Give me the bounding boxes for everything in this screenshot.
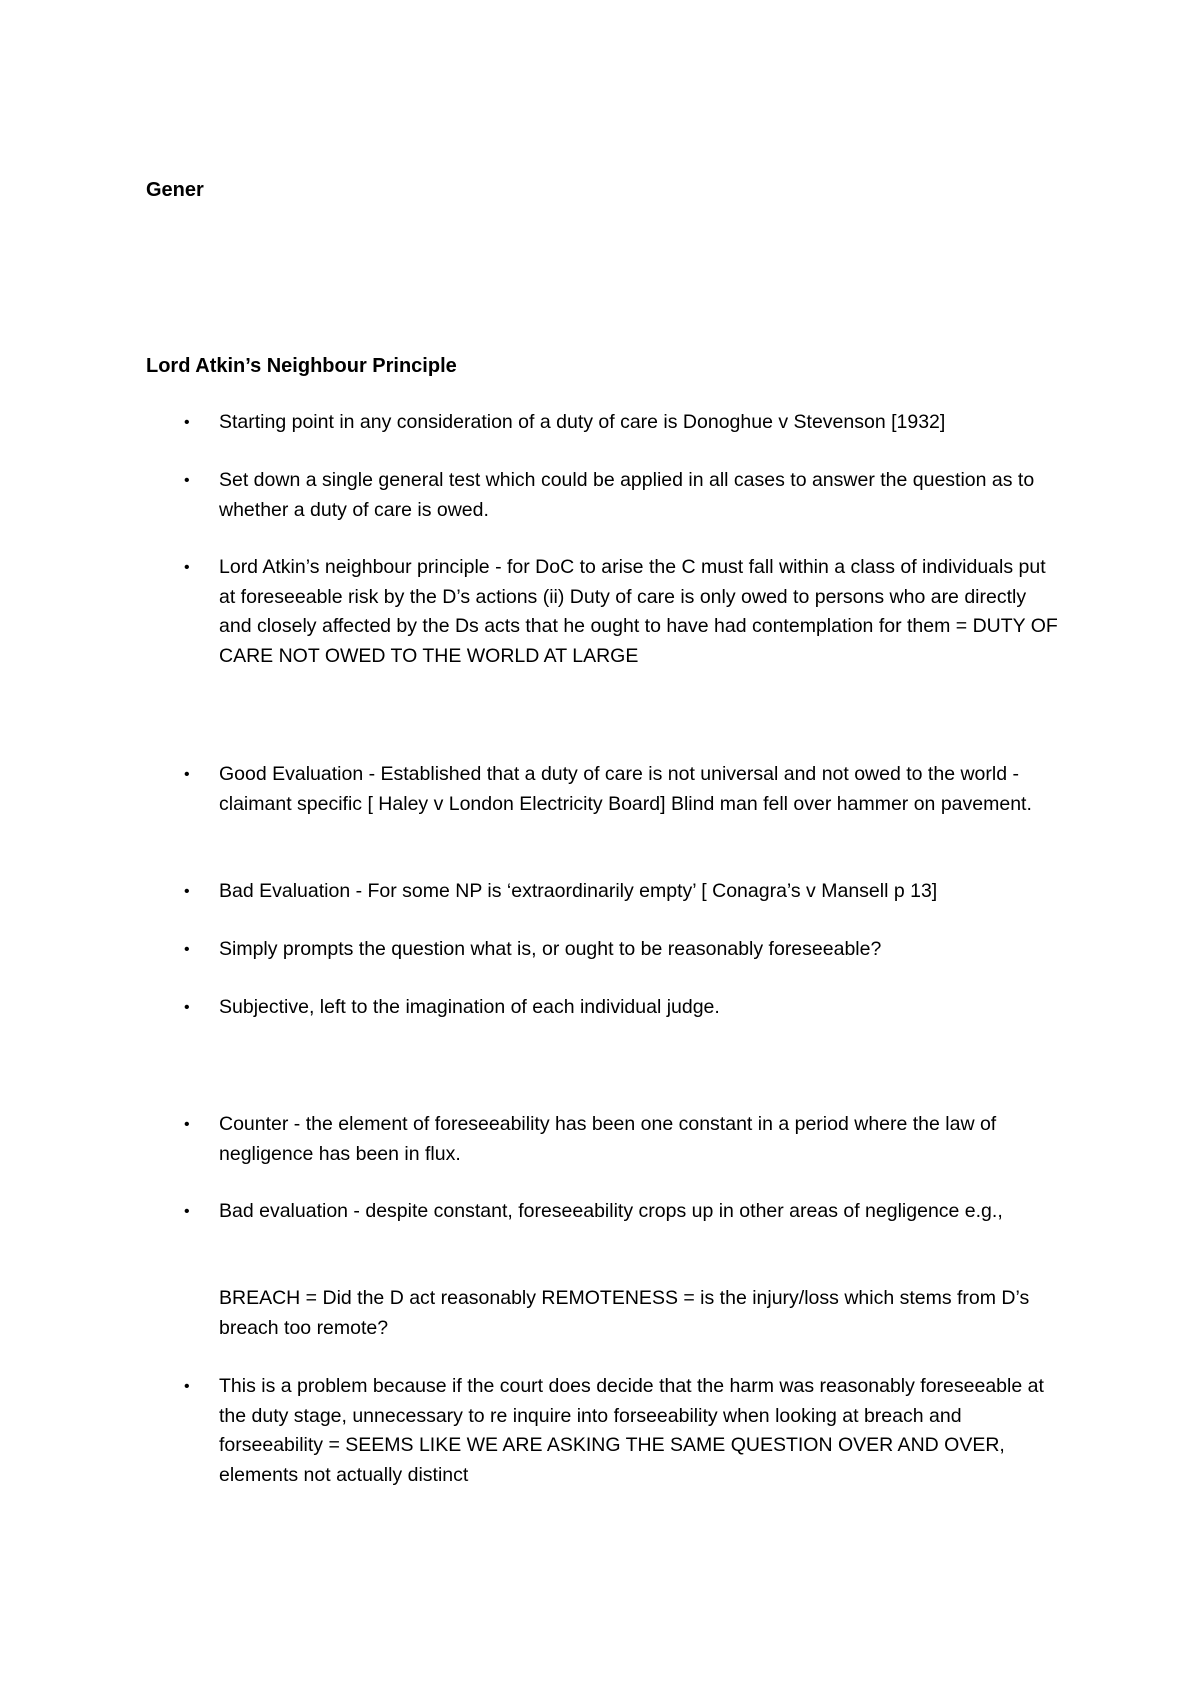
bullet-item [184, 877, 1064, 907]
bullet-item [184, 553, 1064, 671]
bullet-item [184, 1372, 1064, 1490]
bullet-icon: • [184, 941, 190, 958]
bullet-item [184, 466, 1064, 525]
bullet-text: Bad evaluation - despite constant, foreseeability crops up in other areas of negligence e.g., [219, 1200, 1003, 1222]
bullet-icon: • [184, 883, 190, 900]
breach-note: BREACH = Did the D act reasonably REMOTENESS = is the injury/loss which stems from D’s breach too remote? [219, 1287, 1030, 1339]
bullet-item [184, 1197, 1064, 1227]
bullet-icon: • [184, 472, 190, 489]
bullet-item [184, 408, 1064, 438]
bullet-icon: • [184, 999, 190, 1016]
bullet-text: Simply prompts the question what is, or ought to be reasonably foreseeable? [219, 938, 882, 960]
bullet-item [184, 760, 1064, 819]
bullet-icon: • [184, 1203, 190, 1220]
bullet-text: Bad Evaluation - For some NP is ‘extraordinarily empty’ [ Conagra’s v Mansell p 13] [219, 880, 938, 902]
top-heading: Gener [146, 179, 204, 201]
bullet-icon: • [184, 559, 190, 576]
bullet-text: Lord Atkin’s neighbour principle - for DoC to arise the C must fall within a class of individuals put at foreseeable risk by the D’s actions (ii) Duty of care is only owed to persons who are directly and closely affected by the Ds acts that he ought to have had contemplation for them = DUTY OF CARE NOT OWED TO THE WORLD AT LARGE [219, 556, 1058, 667]
bullet-icon: • [184, 1116, 190, 1133]
bullet-icon: • [184, 414, 190, 431]
bullet-item [184, 1110, 1064, 1169]
bullet-text: Starting point in any consideration of a duty of care is Donoghue v Stevenson [1932] [219, 411, 946, 433]
bullet-text: Subjective, left to the imagination of each individual judge. [219, 996, 720, 1018]
bullet-item [184, 935, 1064, 965]
bullet-icon: • [184, 1378, 190, 1395]
bullet-text: Counter - the element of foreseeability has been one constant in a period where the law of negligence has been in flux. [219, 1113, 997, 1165]
bullet-text: This is a problem because if the court does decide that the harm was reasonably foreseeable at the duty stage, unnecessary to re inquire into forseeability when looking at breach and forseeability = SEEMS LIKE WE ARE ASKING THE SAME QUESTION OVER AND OVER, elements not actually distinct [219, 1375, 1044, 1486]
bullet-text: Good Evaluation - Established that a duty of care is not universal and not owed to the world - claimant specific [ Haley v London Electricity Board] Blind man fell over hammer on pavement. [219, 763, 1032, 815]
bullet-text: Set down a single general test which could be applied in all cases to answer the question as to whether a duty of care is owed. [219, 469, 1035, 521]
bullet-icon: • [184, 766, 190, 783]
section-title: Lord Atkin’s Neighbour Principle [146, 355, 457, 377]
bullet-item [184, 993, 1064, 1023]
